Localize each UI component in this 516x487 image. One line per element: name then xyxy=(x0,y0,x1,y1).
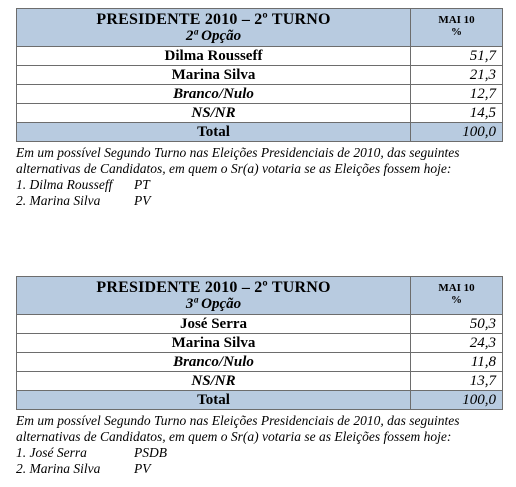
list-item xyxy=(16,177,512,193)
poll-table xyxy=(16,276,503,410)
poll-block-2nd-option xyxy=(16,8,502,209)
table-title-cell xyxy=(17,277,411,315)
question-text: Em um possível Segundo Turno nas Eleições Presidenciais de 2010, das seguintes alternativas de Candidatos, em quem o Sr(a) votaria se as Eleições fossem hoje: xyxy=(16,413,460,444)
row-label: Branco/Nulo xyxy=(17,85,411,104)
table-title-cell xyxy=(17,9,411,47)
row-value: 51,7 xyxy=(411,47,503,66)
total-row xyxy=(17,391,503,410)
candidate-name: 2. Marina Silva xyxy=(16,193,101,208)
table-option: 3ª Opção xyxy=(185,296,242,312)
candidate-list xyxy=(16,177,512,209)
candidate-party: PT xyxy=(134,177,150,192)
column-unit: % xyxy=(451,294,462,306)
table-row xyxy=(17,353,503,372)
list-item xyxy=(16,193,512,209)
candidate-party: PSDB xyxy=(134,445,167,460)
row-value: 12,7 xyxy=(411,85,503,104)
row-label: NS/NR xyxy=(17,104,411,123)
row-label: Marina Silva xyxy=(17,334,411,353)
question-note xyxy=(16,145,512,209)
table-row xyxy=(17,372,503,391)
row-value: 13,7 xyxy=(411,372,503,391)
table-title: PRESIDENTE 2010 – 2º TURNO xyxy=(96,279,331,296)
row-value: 24,3 xyxy=(411,334,503,353)
row-label: Branco/Nulo xyxy=(17,353,411,372)
total-value: 100,0 xyxy=(411,123,503,142)
table-row xyxy=(17,104,503,123)
table-row xyxy=(17,66,503,85)
total-label: Total xyxy=(17,391,411,410)
poll-block-3rd-option xyxy=(16,276,502,477)
column-header: MAI 10 xyxy=(438,282,475,294)
column-header-cell xyxy=(411,277,503,315)
column-header: MAI 10 xyxy=(438,14,475,26)
list-item xyxy=(16,461,512,477)
column-header-cell xyxy=(411,9,503,47)
row-value: 50,3 xyxy=(411,315,503,334)
row-label: Dilma Rousseff xyxy=(17,47,411,66)
question-text: Em um possível Segundo Turno nas Eleições Presidenciais de 2010, das seguintes alternativas de Candidatos, em quem o Sr(a) votaria se as Eleições fossem hoje: xyxy=(16,145,460,176)
row-value: 21,3 xyxy=(411,66,503,85)
table-option: 2ª Opção xyxy=(185,28,242,44)
row-value: 14,5 xyxy=(411,104,503,123)
poll-table xyxy=(16,8,503,142)
table-row xyxy=(17,47,503,66)
candidate-party: PV xyxy=(134,193,151,208)
column-unit: % xyxy=(451,26,462,38)
candidate-name: 2. Marina Silva xyxy=(16,461,101,476)
table-header-row xyxy=(17,9,503,47)
candidate-name: 1. Dilma Rousseff xyxy=(16,177,113,192)
row-label: José Serra xyxy=(17,315,411,334)
candidate-list xyxy=(16,445,512,477)
table-row xyxy=(17,334,503,353)
question-note xyxy=(16,413,512,477)
table-title: PRESIDENTE 2010 – 2º TURNO xyxy=(96,11,331,28)
total-row xyxy=(17,123,503,142)
table-header-row xyxy=(17,277,503,315)
row-label: Marina Silva xyxy=(17,66,411,85)
table-row xyxy=(17,85,503,104)
candidate-party: PV xyxy=(134,461,151,476)
total-value: 100,0 xyxy=(411,391,503,410)
candidate-name: 1. José Serra xyxy=(16,445,87,460)
row-value: 11,8 xyxy=(411,353,503,372)
total-label: Total xyxy=(17,123,411,142)
list-item xyxy=(16,445,512,461)
row-label: NS/NR xyxy=(17,372,411,391)
table-row xyxy=(17,315,503,334)
